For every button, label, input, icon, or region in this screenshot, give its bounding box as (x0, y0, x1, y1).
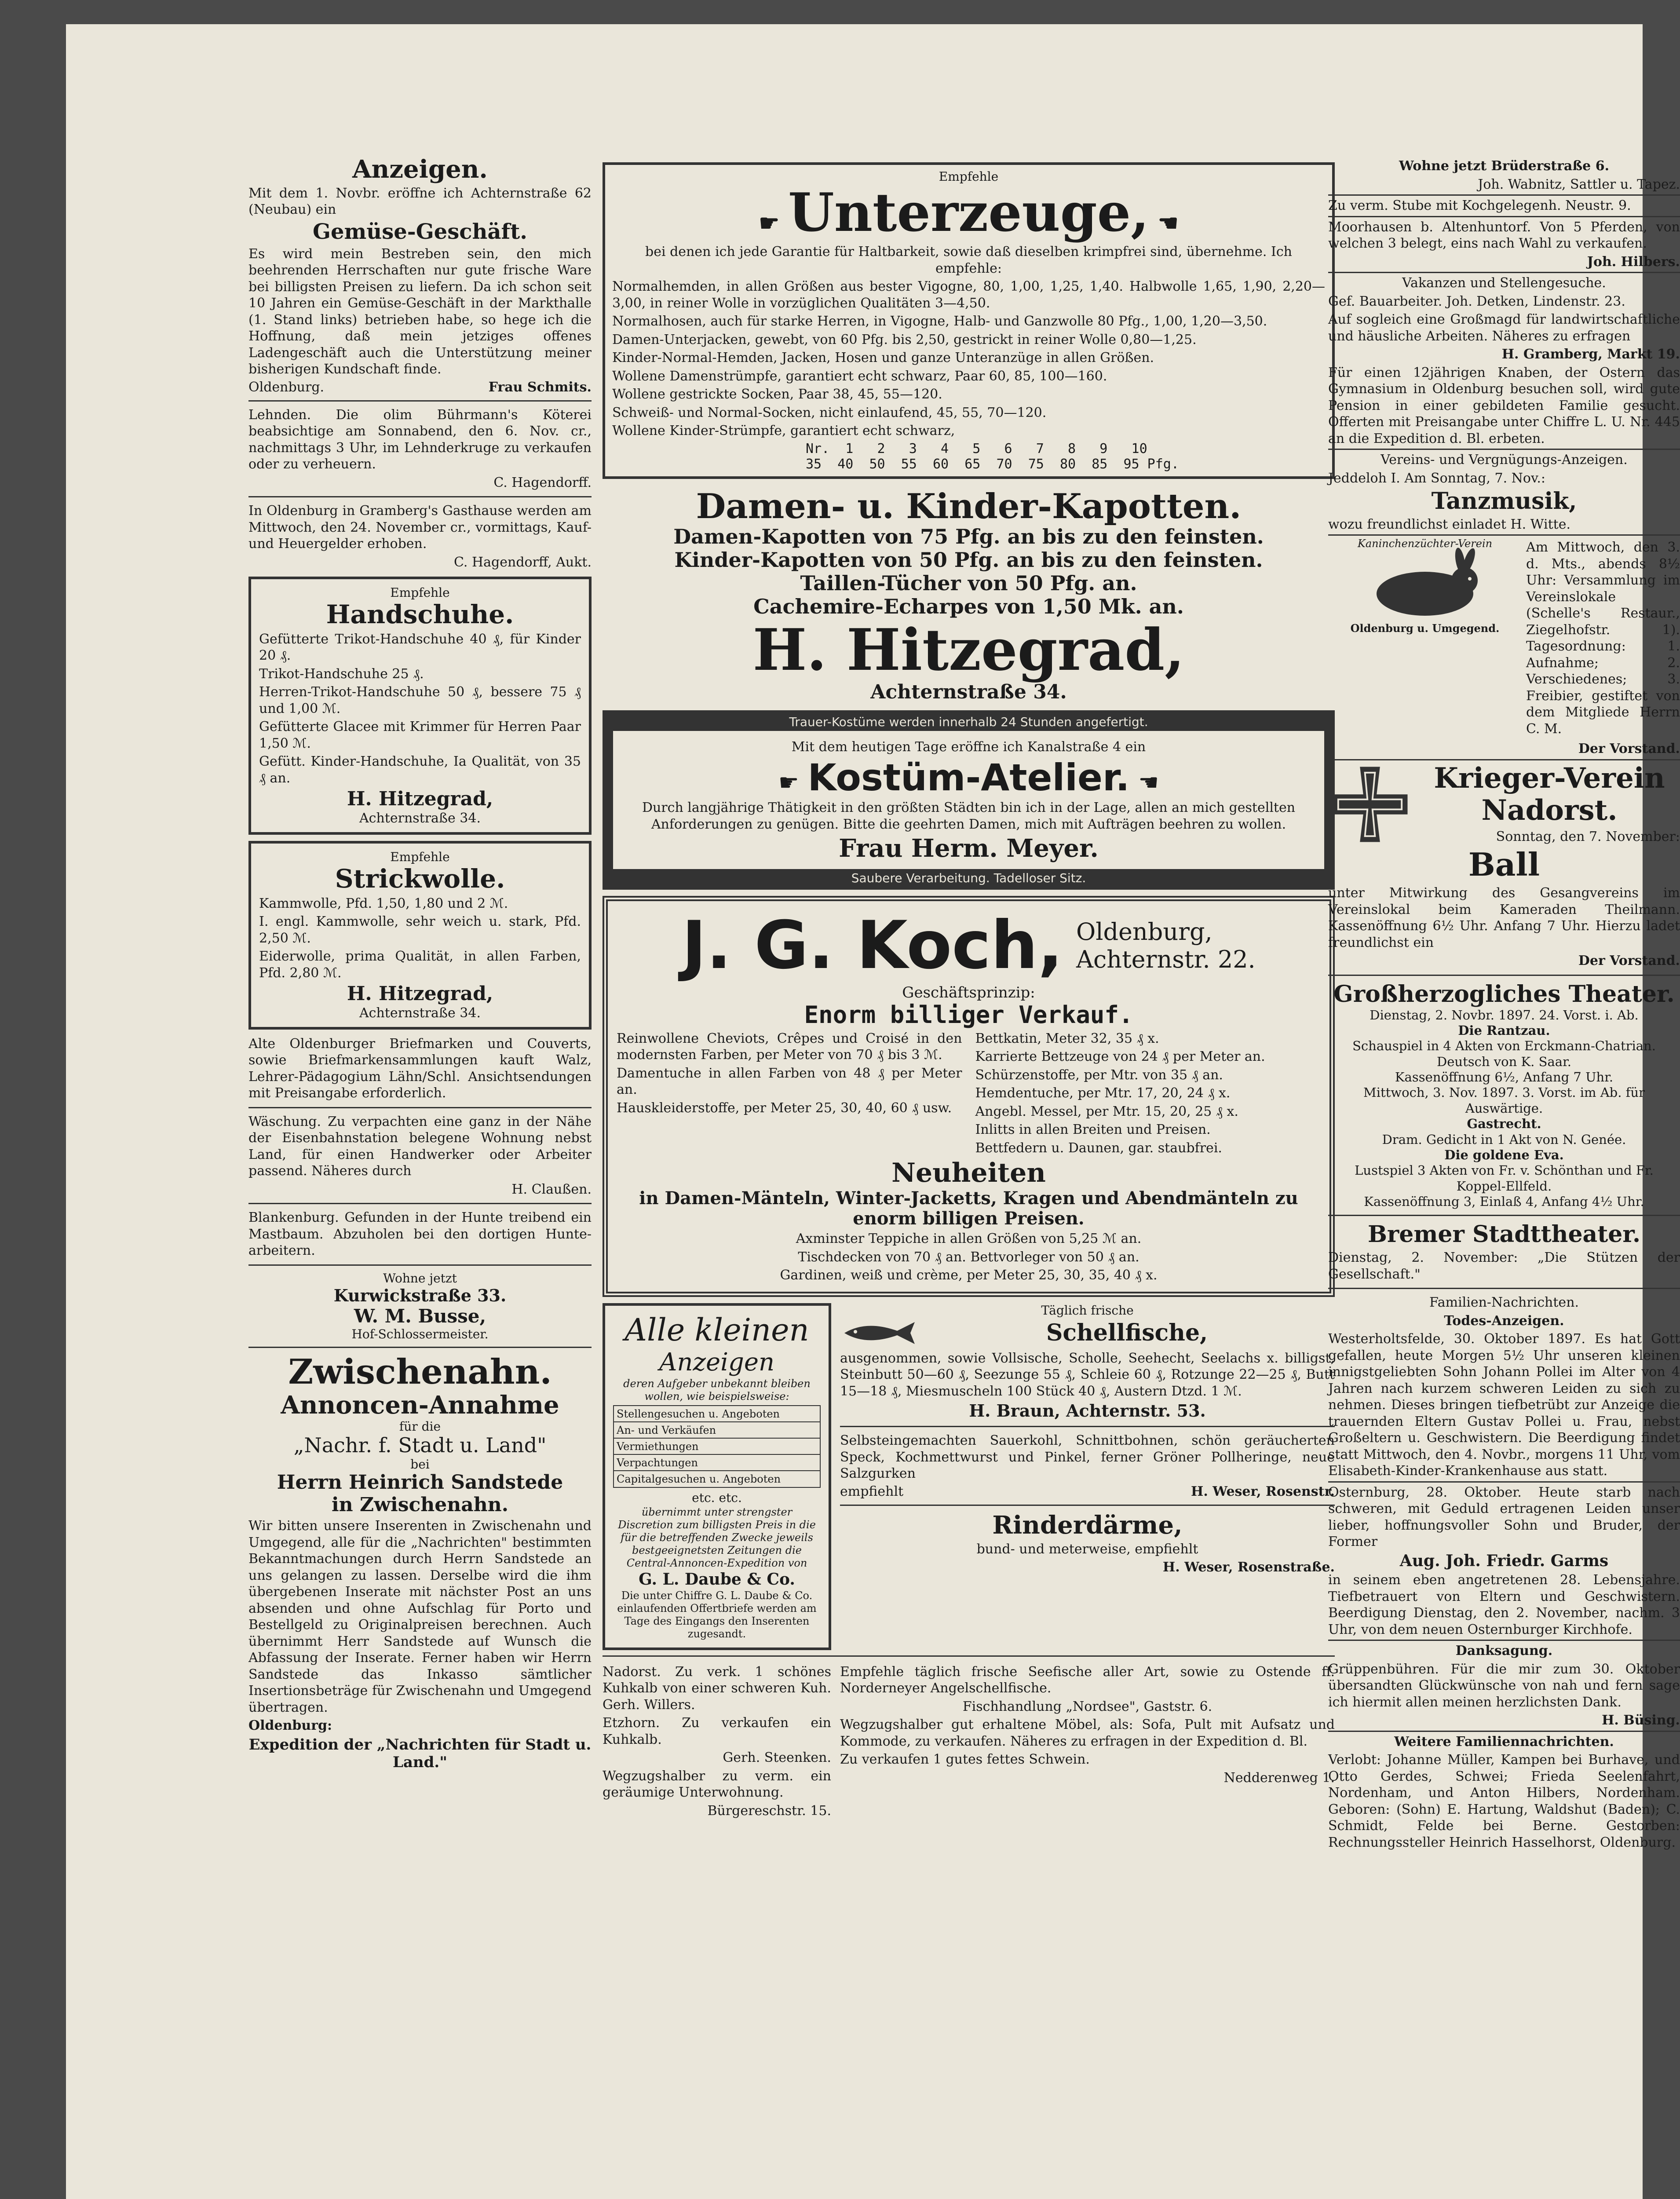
etzhorn-signature: Gerh. Steenken. (723, 1750, 831, 1766)
handschuhe-addr: Achternstraße 34. (359, 811, 481, 826)
daube-item: Vermiethungen (614, 1439, 820, 1455)
koch-right-line: Angebl. Messel, per Mtr. 15, 20, 25 ₰ x. (975, 1103, 1238, 1119)
waeschung-ad: Wäschung. Zu verpachten eine ganz in der Nähe der Eisenbahnstation belegene Wohnung nebst Land, für einen Handwerker oder Arbeiter passend. Näheres durch (248, 1114, 592, 1179)
koch-slogan: Enorm billiger Verkauf. (804, 1001, 1133, 1029)
todes-notice-1: Westerholtsfelde, 30. Oktober 1897. Es hat Gott gefallen, heute Morgen 5½ Uhr unseren kleinen innigstgeliebten Sohn Johann Pollei im Alter von 4 Jahren nach kurzem schweren Leiden zu sich zu nehmen. Dieses bringen tiefbetrübt zur Anzeige die trauernden Eltern Gustav Pollei u. Frau, nebst Großeltern u. Geschwistern. Die Beerdigung findet statt Mittwoch, den 4. Novbr., morgens 11 Uhr, vom Elisabeth-Kinder-Krankenhause aus statt. (1328, 1331, 1680, 1479)
rinder-title: Rinderdärme, (992, 1510, 1183, 1540)
kapotten-firm: H. Hitzegrad, (752, 616, 1185, 683)
atelier-top-bar: Trauer-Kostüme werden innerhalb 24 Stunden angefertigt. (605, 713, 1332, 731)
tanzmusik-title: Tanzmusik, (1431, 488, 1577, 515)
strickwolle-ad (248, 841, 592, 1030)
koch-city: Oldenburg, (1076, 917, 1213, 946)
theater-title: Großherzogliches Theater. (1333, 980, 1675, 1008)
theater-line: Die Rantzau. (1458, 1023, 1550, 1038)
bremer-line: Dienstag, 2. November: „Die Stützen der Gesellschaft." (1328, 1250, 1680, 1282)
kapotten-line: Cachemire-Echarpes von 1,50 Mk. an. (753, 594, 1184, 618)
koch-right-line: Bettkatin, Meter 32, 35 ₰ x. (975, 1030, 1159, 1046)
unterzeuge-price-row: 35 40 50 55 60 65 70 75 80 85 95 Pfg. (806, 456, 1179, 472)
vakanzen-heading: Vakanzen und Stellengesuche. (1402, 275, 1606, 291)
strickwolle-addr: Achternstraße 34. (359, 1005, 481, 1021)
danksagung-body: Grüppenbühren. Für die mir zum 30. Oktober übersandten Glückwünsche von nah und fern sage ich hiermit allen meinen herzlichsten Dank. (1328, 1661, 1680, 1710)
weitere-body: Verlobt: Johanne Müller, Kampen bei Burhave, und Otto Gerdes, Schwei; Frieda Seelenfahrt, Nordenham, und Anton Hilbers, Nordenham. Geboren: (Sohn) E. Hartung, Waldshut (Baden); C. Schmidt, Felde bei Berne. Gestorben: Rechnungssteller Heinrich Hasselhorst, Oldenburg. (1328, 1752, 1680, 1850)
daube-item: Stellengesuchen u. Angeboten (614, 1407, 820, 1422)
daube-firm: G. L. Daube & Co. (639, 1570, 795, 1589)
handschuhe-line: Trikot-Handschuhe 25 ₰. (259, 666, 424, 682)
koch-right-line: Schürzenstoffe, per Mtr. von 35 ₰ an. (975, 1067, 1223, 1083)
unterzeuge-line: Normalhosen, auch für starke Herren, in Vigogne, Halb- und Ganzwolle 80 Pfg., 1,00, 1,20—3,50. (612, 314, 1267, 329)
grossmagd-ad: Auf sogleich eine Großmagd für landwirtschaftliche und häusliche Arbeiten. Näheres zu erfragen (1328, 312, 1680, 344)
strickwolle-line: Kammwolle, Pfd. 1,50, 1,80 und 2 ℳ. (259, 895, 508, 911)
bauarbeiter-ad: Gef. Bauarbeiter. Joh. Detken, Lindenstr. 23. (1328, 293, 1625, 309)
theater-line: Gastrecht. (1467, 1116, 1541, 1132)
theater-line: Schauspiel in 4 Akten von Erckmann-Chatrian. Deutsch von K. Saar. (1352, 1038, 1656, 1069)
koch-principle: Geschäftsprinzip: (902, 983, 1035, 1001)
koch-right-line: Inlitts in allen Breiten und Preisen. (975, 1122, 1211, 1138)
rinder-body: bund- und meterweise, empfiehlt (976, 1541, 1198, 1557)
daube-item: Verpachtungen (614, 1456, 820, 1471)
krieger-date: Sonntag, den 7. November: (1496, 829, 1680, 844)
krieger-signature: Der Vorstand. (1578, 953, 1680, 969)
rabbit-icon (1359, 550, 1491, 620)
strickwolle-firm: H. Hitzegrad, (347, 983, 493, 1005)
etzhorn-ad: Etzhorn. Zu verkaufen ein Kuhkalb. (603, 1715, 831, 1747)
busse-l4: Hof-Schlossermeister. (351, 1326, 489, 1341)
koch-ad (603, 896, 1335, 1297)
strickwolle-line: Eiderwolle, prima Qualität, in allen Farben, Pfd. 2,80 ℳ. (259, 949, 581, 981)
newspaper-page (66, 24, 1680, 2199)
gramberg-signature: C. Hagendorff, Aukt. (454, 554, 592, 570)
unterzeuge-title: Unterzeuge, (788, 182, 1149, 244)
atelier-title: Kostüm-Atelier. (807, 756, 1130, 799)
vereins-heading: Vereins- und Vergnügungs-Anzeigen. (1381, 452, 1628, 468)
sauerkohl-signature: H. Weser, Rosenstr. (1191, 1483, 1335, 1499)
zwischenahn-ad (248, 1353, 592, 1771)
zwischenahn-body: Wir bitten unsere Inserenten in Zwischenahn und Umgegend, alle für die „Nachrichten" bestimmten Bekanntmachungen durch Herrn Sandstede an uns gelangen zu lassen. Derselbe wird die ihm übergebenen Inserate mit nächster Post an uns absenden und ohne Aufschlag für Porto und Bestellgeld zu Originalpreisen berechnen. Auch übernimmt Herr Sandstede auf Wunsch die Abfassung der Inserate. Ferner haben wir Herrn Sandstede das Inkasso sämtlicher Insertionsbeträge für Zwischenahn und Umgegend übertragen. (248, 1518, 592, 1715)
grossmagd-signature: H. Gramberg, Markt 19. (1501, 347, 1680, 362)
lehnden-signature: C. Hagendorff. (493, 475, 592, 490)
bremer-title: Bremer Stadttheater. (1367, 1221, 1641, 1248)
schellfisch-signature: H. Braun, Achternstr. 53. (969, 1401, 1206, 1421)
strickwolle-title: Strickwolle. (335, 864, 505, 894)
koch-left-line: Reinwollene Cheviots, Crêpes und Croisé in den modernsten Farben, per Meter von 70 ₰ bis 3 ℳ. (617, 1030, 962, 1063)
daube-intro: deren Aufgeber unbekannt bleiben wollen, wie beispielsweise: (623, 1377, 811, 1403)
kapotten-line: Kinder-Kapotten von 50 Pfg. an bis zu den feinsten. (674, 548, 1263, 572)
todes-heading: Todes-Anzeigen. (1444, 1313, 1564, 1329)
theater-line: Mittwoch, 3. Nov. 1897. 3. Vorst. im Ab. für Auswärtige. (1363, 1085, 1645, 1116)
koch-line: Tischdecken von 70 ₰ an. Bettvorleger von 50 ₰ an. (798, 1249, 1139, 1265)
todes-notice-2: Osternburg, 28. Oktober. Heute starb nach schweren, mit Geduld ertragenen Leiden unser lieber, hoffnungsvoller Sohn und Bruder, der Former (1328, 1484, 1680, 1550)
kapotten-line: Damen-Kapotten von 75 Pfg. an bis zu den feinsten. (673, 525, 1264, 549)
kapotten-title: Damen- u. Kinder-Kapotten. (696, 486, 1242, 526)
atelier-body: Durch langjährige Thätigkeit in den größten Städten bin ich in der Lage, allen an mich gestellten Anforderungen zu genügen. Bitte die geehrten Damen, mich mit Aufträgen beehren zu wollen. (642, 800, 1296, 832)
stube-ad: Zu verm. Stube mit Kochgelegenh. Neustr. 9. (1328, 198, 1631, 213)
zwischenahn-title: Zwischenahn. (288, 1352, 552, 1392)
sauerkohl-lead: empfiehlt (840, 1483, 904, 1499)
gramberg-ad: In Oldenburg in Gramberg's Gasthause werden am Mittwoch, den 24. November cr., vormittags, Kauf- und Heuergelder erhoben. (248, 503, 592, 552)
waeschung-signature: H. Claußen. (511, 1181, 592, 1197)
krieger-title: Krieger-Verein (1434, 761, 1665, 795)
kaninchen-sub: Oldenburg u. Umgegend. (1350, 622, 1500, 635)
middle-column (603, 156, 1335, 1821)
weitere-heading: Weitere Familiennachrichten. (1394, 1734, 1614, 1750)
danksagung-heading: Danksagung. (1455, 1643, 1553, 1659)
unterzeuge-kicker: Empfehle (939, 169, 999, 184)
todes-notice-2-body: in seinem eben angetretenen 28. Lebensjahre. Tiefbetrauert von Eltern und Geschwistern. Beerdigung Dienstag, den 2. November, nachm. 3 Uhr, von dem neuen Osternburger Kirchhofe. (1328, 1572, 1680, 1637)
zwischenahn-place: Oldenburg: (248, 1718, 332, 1734)
schellfisch-title: Schellfische, (1046, 1319, 1208, 1346)
pointing-hand-right-icon: ☚ (1138, 769, 1159, 796)
busse-ad (248, 1271, 592, 1341)
daube-title1: Alle kleinen (625, 1311, 809, 1348)
unterzeuge-intro: bei denen ich jede Garantie für Haltbarkeit, sowie daß dieselben krimpfrei sind, übernehme. Ich empfehle: (645, 244, 1292, 276)
daube-etc: etc. etc. (692, 1490, 742, 1505)
unterzeuge-line: Wollene Damenstrümpfe, garantiert echt schwarz, Paar 60, 85, 100—160. (612, 368, 1107, 384)
wegzug-signature: Bürgereschstr. 15. (707, 1803, 831, 1819)
theater-line: Die goldene Eva. (1444, 1147, 1564, 1162)
krieger-ball: Ball (1468, 846, 1540, 884)
schellfisch-body: ausgenommen, sowie Vollsische, Scholle, Seehecht, Seelachs x. billigst, Steinbutt 50—60 ₰, Seezunge 55 ₰, Schleie 60 ₰, Rotzunge 22—25 ₰, Butt 15—18 ₰, Miesmuscheln 100 Stück 40 ₰, Austern Dtzd. 1 ℳ. (840, 1350, 1335, 1399)
unterzeuge-line: Wollene Kinder-Strümpfe, garantiert echt schwarz, (612, 423, 955, 438)
zwischenahn-signature: Expedition der „Nachrichten für Stadt u. Land." (248, 1735, 592, 1771)
handschuhe-kicker: Empfehle (390, 585, 450, 600)
wabnitz-signature: Joh. Wabnitz, Sattler u. Tapez. (1478, 176, 1680, 192)
handschuhe-firm: H. Hitzegrad, (347, 788, 493, 811)
danksagung-signature: H. Büsing. (1602, 1713, 1680, 1728)
krieger-body: unter Mitwirkung des Gesangvereins im Vereinslokal beim Kameraden Theilmann. Kassenöffnung 6½ Uhr. Anfang 7 Uhr. Hierzu ladet freundlichst ein (1328, 885, 1680, 950)
zwischenahn-name: Herrn Heinrich Sandstede (277, 1471, 563, 1494)
right-column (1328, 156, 1680, 1852)
schellfisch-kicker: Täglich frische (1041, 1303, 1134, 1318)
unterzeuge-line: Schweiß- und Normal-Socken, nicht einlaufend, 45, 55, 70—120. (612, 405, 1047, 420)
strickwolle-line: I. engl. Kammwolle, sehr weich u. stark, Pfd. 2,50 ℳ. (259, 914, 581, 946)
rinder-signature: H. Weser, Rosenstraße. (1162, 1560, 1335, 1575)
wabnitz-ad: Wohne jetzt Brüderstraße 6. (1399, 158, 1610, 174)
iron-cross-icon (1328, 763, 1412, 846)
daube-item: Capitalgesuchen u. Angeboten (617, 1472, 781, 1485)
handschuhe-line: Gefütterte Glacee mit Krimmer für Herren Paar 1,50 ℳ. (259, 719, 581, 751)
theater-line: Dram. Gedicht in 1 Akt von N. Genée. (1382, 1132, 1626, 1147)
daube-foot: Die unter Chiffre G. L. Daube & Co. einlaufenden Offertbriefe werden am Tage des Eingangs den Inserenten zugesandt. (617, 1589, 817, 1640)
atelier-ad (603, 710, 1335, 889)
daube-ad (603, 1303, 831, 1650)
koch-right-line: Hemdentuche, per Mtr. 17, 20, 24 ₰ x. (975, 1085, 1231, 1101)
busse-l2: Kurwickstraße 33. (333, 1285, 507, 1305)
koch-neuheiten-body: in Damen-Mänteln, Winter-Jacketts, Kragen und Abendmänteln zu enorm billigen Preisen. (639, 1188, 1298, 1229)
kaninchen-signature: Der Vorstand. (1578, 741, 1680, 757)
tanzmusik-signature: wozu freundlichst einladet H. Witte. (1328, 516, 1570, 532)
gemuese-intro: Mit dem 1. Novbr. eröffne ich Achternstraße 62 (Neubau) ein (248, 185, 592, 218)
krieger-place: Nadorst. (1481, 794, 1618, 827)
moorhausen-ad: Moorhausen b. Altenhuntorf. Von 5 Pferden, von welchen 3 belegt, eins nach Wahl zu verkaufen. (1328, 219, 1680, 251)
unterzeuge-line: Wollene gestrickte Socken, Paar 38, 45, 55—120. (612, 387, 942, 402)
koch-line: Axminster Teppiche in allen Größen von 5,25 ℳ an. (796, 1231, 1142, 1247)
zwischenahn-bei: bei (410, 1457, 430, 1472)
koch-line: Gardinen, weiß und crème, per Meter 25, 30, 35, 40 ₰ x. (780, 1268, 1158, 1283)
koch-right-line: Bettfedern u. Daunen, gar. staubfrei. (975, 1140, 1222, 1156)
lehnden-ad: Lehnden. Die olim Bührmann's Köterei beabsichtige am Sonnabend, den 6. Nov. cr., nachmittags 3 Uhr, im Lehnderkruge zu verkaufen oder zu verheuern. (248, 407, 592, 472)
handschuhe-ad (248, 577, 592, 835)
kaninchen-body: Am Mittwoch, den 3. d. Mts., abends 8½ Uhr: Versammlung im Vereinslokale (Schelle's Restaur., Ziegelhofstr. 1). Tagesordnung: 1. Aufnahme; 2. Verschiedenes; 3. Freibier, gestiftet von dem Mitgliede Herrn C. M. (1526, 540, 1680, 737)
todes-notice-2-name: Aug. Joh. Friedr. Garms (1399, 1551, 1609, 1570)
daube-item: An- und Verkäufen (614, 1423, 820, 1439)
left-column (248, 156, 592, 1771)
briefmarken-ad: Alte Oldenburger Briefmarken und Couverts, sowie Briefmarkensammlungen kauft Walz, Lehrer-Pädagogium Lähn/Schl. Ansichtsendungen mit Preisangabe erforderlich. (248, 1036, 592, 1101)
atelier-bottom-bar: Saubere Verarbeitung. Tadelloser Sitz. (605, 869, 1332, 887)
seefische-ad: Empfehle täglich frische Seefische aller Art, sowie zu Ostende ff. Norderneyer Angelschellfische. (840, 1664, 1335, 1696)
unterzeuge-line: Damen-Unterjacken, gewebt, von 60 Pfg. bis 2,50, gestrickt in reiner Wolle 0,80—1,25. (612, 332, 1197, 347)
kapotten-line: Taillen-Tücher von 50 Pfg. an. (800, 571, 1137, 595)
strickwolle-kicker: Empfehle (390, 850, 450, 865)
theater-line: Dienstag, 2. Novbr. 1897. 24. Vorst. i. Ab. (1370, 1007, 1639, 1023)
theater-line: Kassenöffnung 3, Einlaß 4, Anfang 4½ Uhr. (1364, 1194, 1644, 1209)
schwein-signature: Nedderenweg 1. (1223, 1770, 1335, 1786)
koch-left-line: Hauskleiderstoffe, per Meter 25, 30, 40, 60 ₰ usw. (617, 1100, 952, 1116)
unterzeuge-nr-row: Nr. 1 2 3 4 5 6 7 8 9 10 (806, 441, 1147, 457)
unterzeuge-line: Normalhemden, in allen Größen aus bester Vigogne, 80, 1,00, 1,25, 1,40. Halbwolle 1,65, 1,90, 2,20—3,00, in reiner Wolle in vorzüglichen Qualitäten 3—4,50. (612, 279, 1325, 311)
sauerkohl-body: Selbsteingemachten Sauerkohl, Schnittbohnen, schön geräucherten Speck, Kochmettwurst und Pinkel, ferner Gröner Pollheringe, neue Salzgurken (840, 1433, 1335, 1482)
kuhkalb-ad: Nadorst. Zu verk. 1 schönes Kuhkalb von einer schweren Kuh. Gerh. Willers. (603, 1664, 831, 1713)
handschuhe-line: Herren-Trikot-Handschuhe 50 ₰, bessere 75 ₰ und 1,00 ℳ. (259, 684, 581, 716)
jeddeloh-ad: Jeddeloh I. Am Sonntag, 7. Nov.: (1328, 470, 1546, 486)
theater-line: Kassenöffnung 6½, Anfang 7 Uhr. (1395, 1070, 1614, 1085)
fish-icon (840, 1318, 919, 1348)
handschuhe-title: Handschuhe. (326, 599, 514, 630)
busse-l3: W. M. Busse, (354, 1305, 486, 1327)
koch-left-line: Damentuche in allen Farben von 48 ₰ per Meter an. (617, 1065, 962, 1098)
daube-body: übernimmt unter strengster Discretion zum billigsten Preis in die für die betreffenden Zwecke jeweils bestgeeignetsten Zeitungen die Central-Annoncen-Expedition von (618, 1506, 816, 1569)
kapotten-addr: Achternstraße 34. (870, 680, 1067, 703)
gemuese-ad (248, 185, 592, 395)
blankenburg-ad: Blankenburg. Gefunden in der Hunte treibend ein Mastbaum. Abzuholen bei den dortigen Hunte-arbeitern. (248, 1210, 592, 1259)
zwischenahn-paper: „Nachr. f. Stadt u. Land" (293, 1433, 547, 1457)
kaninchen-title: Kaninchenzüchter-Verein (1357, 537, 1493, 550)
daube-title2: Anzeigen (659, 1348, 775, 1377)
unterzeuge-ad (603, 162, 1335, 479)
pointing-hand-left-icon: ☛ (778, 769, 799, 796)
atelier-signature: Frau Herm. Meyer. (839, 834, 1099, 863)
familien-heading: Familien-Nachrichten. (1429, 1295, 1579, 1311)
gemuese-body: Es wird mein Bestreben sein, den mich beehrenden Herrschaften nur gute frische Ware bei billigsten Preisen zu liefern. Da ich schon seit 10 Jahren ein Gemüse-Geschäft in der Markthalle (1. Stand links) betrieben habe, so hege ich die Hoffnung, daß mein jetziges offenes Ladengeschäft auch die Unterstützung meiner bisherigen Kundschaft finde. (248, 246, 592, 377)
koch-firm: J. G. Koch, (682, 907, 1063, 984)
koch-addr: Achternstr. 22. (1076, 945, 1256, 973)
gemuese-signature: Frau Schmits. (488, 379, 592, 395)
pointing-hand-right-icon: ☚ (1158, 210, 1179, 237)
koch-neuheiten-title: Neuheiten (891, 1158, 1046, 1189)
section-heading: Anzeigen. (352, 155, 488, 184)
wegzug-ad: Wegzugshalber zu verm. ein geräumige Unterwohnung. (603, 1768, 831, 1801)
zwischenahn-sub: Annoncen-Annahme (281, 1390, 559, 1420)
moebel-ad: Wegzugshalber gut erhaltene Möbel, als: Sofa, Pult mit Aufsatz und Kommode, zu verkaufen. Näheres zu erfragen in der Expedition d. Bl. (840, 1717, 1335, 1749)
gemuese-place: Oldenburg. (248, 379, 325, 395)
theater-line: Lustspiel 3 Akten von Fr. v. Schönthan und Fr. Koppel-Ellfeld. (1355, 1163, 1654, 1194)
gemuese-title: Gemüse-Geschäft. (312, 219, 527, 244)
handschuhe-line: Gefütterte Trikot-Handschuhe 40 ₰, für Kinder 20 ₰. (259, 631, 581, 664)
koch-right-line: Karrierte Bettzeuge von 24 ₰ per Meter an. (975, 1049, 1265, 1065)
schwein-ad: Zu verkaufen 1 gutes fettes Schwein. (840, 1752, 1090, 1768)
handschuhe-line: Gefütt. Kinder-Handschuhe, Ia Qualität, von 35 ₰ an. (259, 754, 581, 786)
busse-l1: Wohne jetzt (383, 1271, 457, 1286)
pointing-hand-left-icon: ☛ (759, 210, 780, 237)
seefische-signature: Fischhandlung „Nordsee", Gaststr. 6. (962, 1699, 1213, 1714)
zwischenahn-in: in Zwischenahn. (331, 1493, 509, 1516)
kapotten-ad (603, 485, 1335, 706)
unterzeuge-line: Kinder-Normal-Hemden, Jacken, Hosen und ganze Unteranzüge in allen Größen. (612, 350, 1154, 365)
moorhausen-signature: Joh. Hilbers. (1587, 254, 1680, 270)
pension-ad: Für einen 12jährigen Knaben, der Ostern das Gymnasium in Oldenburg besuchen soll, wird gute Pension in einer gebildeten Familie gesucht. Offerten mit Preisangabe unter Chiffre L. U. Nr. 445 an die Expedition d. Bl. erbeten. (1328, 365, 1680, 446)
atelier-intro: Mit dem heutigen Tage eröffne ich Kanalstraße 4 ein (791, 739, 1146, 755)
zwischenahn-fuer: für die (399, 1419, 441, 1434)
